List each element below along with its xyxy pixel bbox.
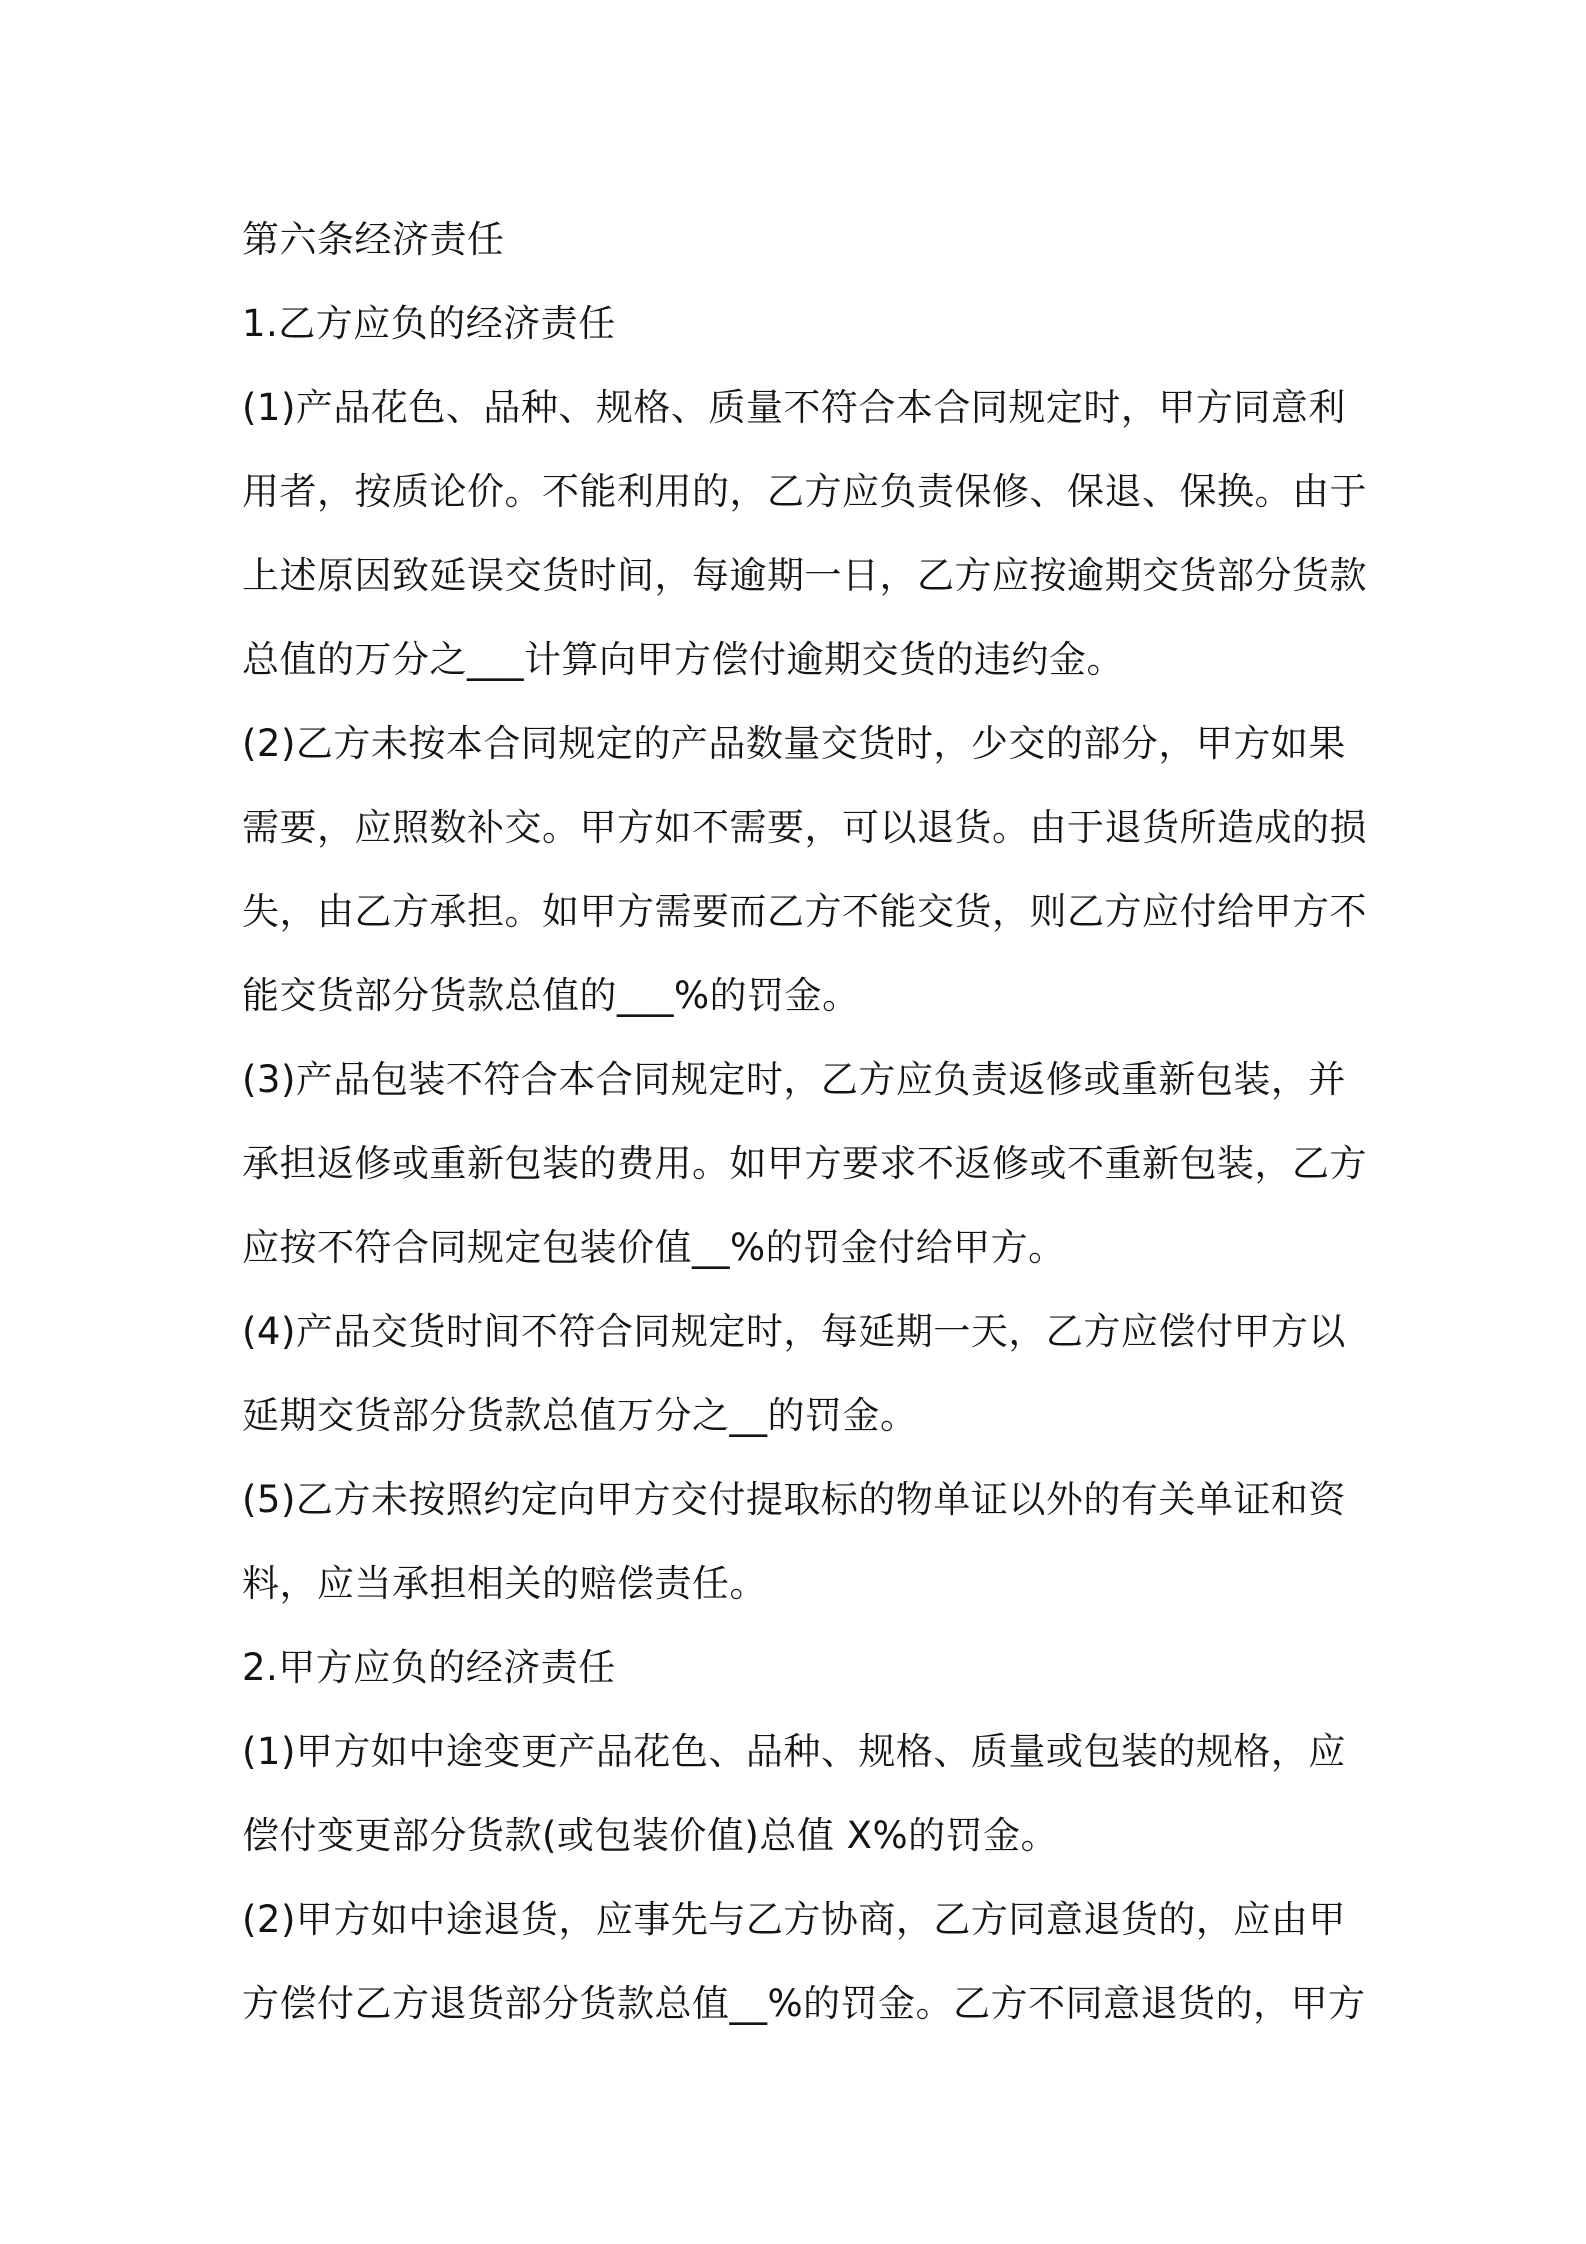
- text-line: 偿付变更部分货款(或包装价值)总值 X%的罚金。: [242, 1814, 1059, 1857]
- text-line: 用者，按质论价。不能利用的，乙方应负责保修、保退、保换。由于: [242, 470, 1367, 513]
- text-line: (1)产品花色、品种、规格、质量不符合本合同规定时，甲方同意利: [242, 386, 1346, 429]
- text-line: (4)产品交货时间不符合同规定时，每延期一天，乙方应偿付甲方以: [242, 1310, 1346, 1353]
- text-line: 延期交货部分货款总值万分之__的罚金。: [242, 1394, 918, 1437]
- text-line: (3)产品包装不符合本合同规定时，乙方应负责返修或重新包装，并: [242, 1058, 1346, 1101]
- text-line: 承担返修或重新包装的费用。如甲方要求不返修或不重新包装，乙方: [242, 1142, 1367, 1185]
- text-line: 失，由乙方承担。如甲方需要而乙方不能交货，则乙方应付给甲方不: [242, 890, 1367, 933]
- text-line: (1)甲方如中途变更产品花色、品种、规格、质量或包装的规格，应: [242, 1730, 1346, 1773]
- text-line: (2)甲方如中途退货，应事先与乙方协商，乙方同意退货的，应由甲: [242, 1898, 1346, 1941]
- text-line: 总值的万分之___计算向甲方偿付逾期交货的违约金。: [242, 638, 1124, 681]
- text-line: 应按不符合同规定包装价值__%的罚金付给甲方。: [242, 1226, 1066, 1269]
- text-line: 上述原因致延误交货时间，每逾期一日，乙方应按逾期交货部分货款: [242, 554, 1367, 597]
- text-line: 料，应当承担相关的赔偿责任。: [242, 1562, 767, 1605]
- subsection-heading: 1.乙方应负的经济责任: [242, 302, 616, 345]
- text-line: 方偿付乙方退货部分货款总值__%的罚金。乙方不同意退货的，甲方: [242, 1982, 1366, 2025]
- text-line: 能交货部分货款总值的___%的罚金。: [242, 974, 860, 1017]
- subsection-heading: 2.甲方应负的经济责任: [242, 1646, 616, 1689]
- section-heading: 第六条经济责任: [242, 218, 505, 261]
- text-line: (5)乙方未按照约定向甲方交付提取标的物单证以外的有关单证和资: [242, 1478, 1346, 1521]
- text-line: 需要，应照数补交。甲方如不需要，可以退货。由于退货所造成的损: [242, 806, 1367, 849]
- text-line: (2)乙方未按本合同规定的产品数量交货时，少交的部分，甲方如果: [242, 722, 1346, 765]
- document-body: [242, 198, 1372, 2046]
